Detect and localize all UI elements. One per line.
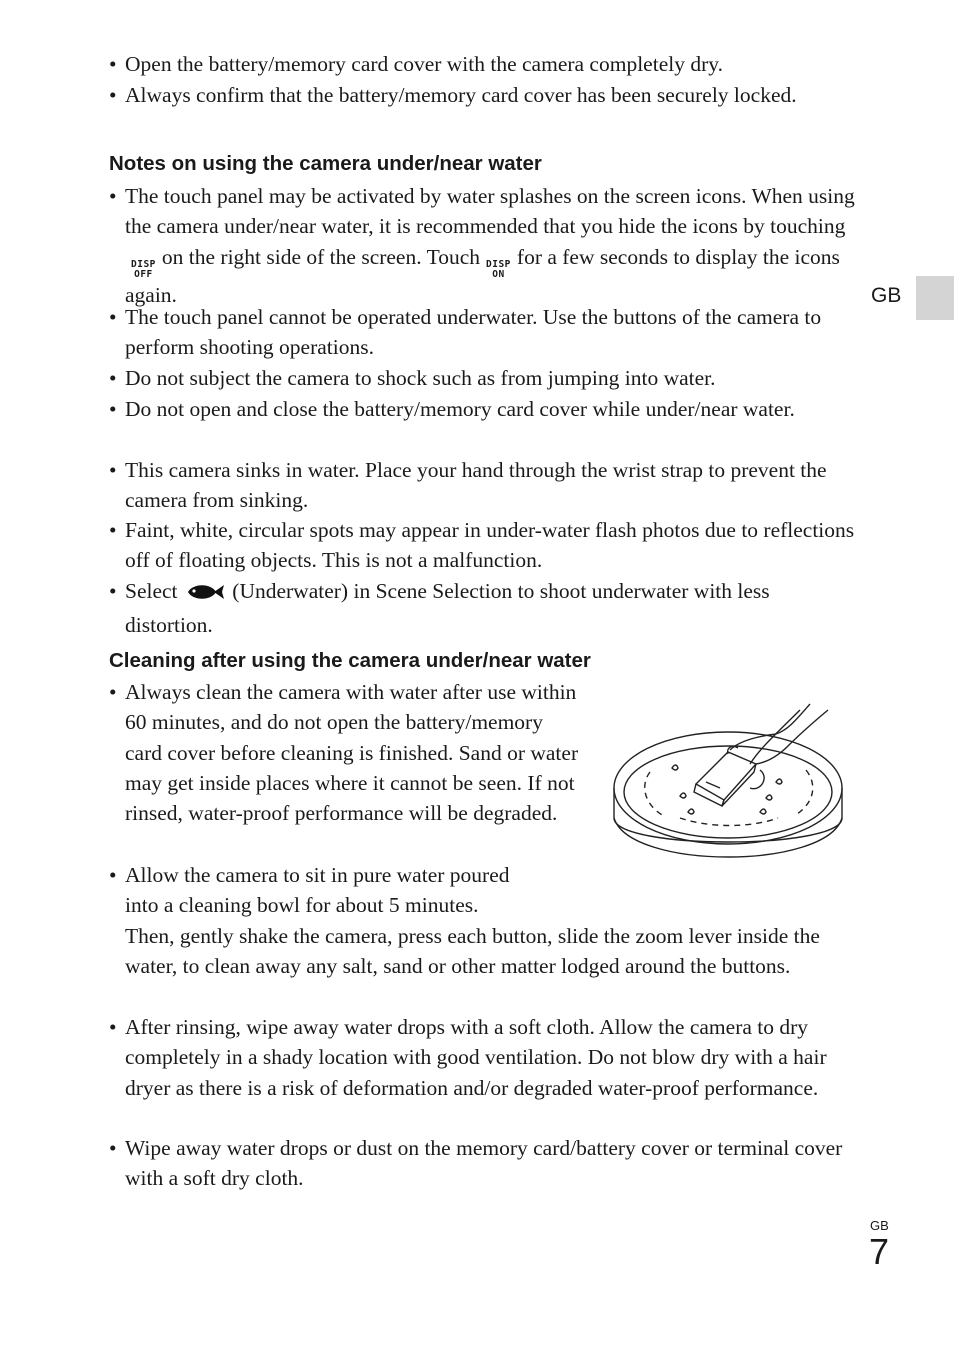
list-item <box>109 576 859 641</box>
list-item <box>109 181 859 310</box>
list-item-text: Do not open and close the battery/memory card cover while under/near water. <box>125 397 795 421</box>
disp-off-icon <box>131 260 156 280</box>
list-item-text <box>125 860 859 981</box>
bullet: • <box>109 863 117 887</box>
section-heading: Cleaning after using the camera under/near water <box>109 649 591 672</box>
list-item-text <box>125 576 859 641</box>
list-item-text: Open the battery/memory card cover with the camera completely dry. <box>125 52 723 76</box>
bullet: • <box>109 1136 117 1160</box>
text-line: Then, gently shake the camera, press each button, slide the zoom lever inside the water, to clean away any salt, sand or other matter lodged around the buttons. <box>125 923 820 978</box>
side-tab-marker <box>916 276 954 320</box>
disp-off-icon-bottom: OFF <box>134 268 153 280</box>
cleaning-bowl-illustration <box>610 700 846 876</box>
text-line: Allow the camera to sit in pure water poured <box>125 863 510 887</box>
text-segment: The touch panel may be activated by water splashes on the screen icons. When using the camera under/near water, it is recommended that you hide the icons by touching <box>125 184 855 239</box>
list-item-text <box>125 181 859 310</box>
bullet: • <box>109 366 117 390</box>
bullet: • <box>109 83 117 107</box>
bullet: • <box>109 680 117 704</box>
list-item <box>109 363 859 393</box>
page-language-label: GB <box>870 1218 889 1233</box>
text-segment: for a few seconds to display the icons again. <box>125 244 840 307</box>
text-segment: Select <box>125 579 178 603</box>
bullet: • <box>109 397 117 421</box>
disp-off-icon-top: DISP <box>131 258 156 270</box>
bullet: • <box>109 458 117 482</box>
text-segment: on the right side of the screen. Touch <box>161 244 481 269</box>
list-item <box>109 860 859 981</box>
page-number: 7 <box>869 1231 890 1272</box>
bullet: • <box>109 52 117 76</box>
list-item-text: Always clean the camera with water after use within 60 minutes, and do not open the battery/memory card cover before cleaning is finished. Sand or water may get inside places where it cannot be seen. If not rinsed, water-proof performance will be degraded. <box>125 680 579 826</box>
list-item <box>109 80 859 110</box>
list-item-text: This camera sinks in water. Place your hand through the wrist strap to prevent the camera from sinking. <box>125 458 827 513</box>
text-line: into a cleaning bowl for about 5 minutes. <box>125 893 479 918</box>
list-item <box>109 455 859 516</box>
bullet: • <box>109 184 117 208</box>
section-heading: Notes on using the camera under/near water <box>109 152 542 175</box>
bullet: • <box>109 305 117 329</box>
text-segment: (Underwater) in Scene Selection to shoot underwater with less distortion. <box>125 579 770 638</box>
list-item <box>109 677 579 828</box>
side-tab-label: GB <box>871 284 902 307</box>
disp-on-icon-bottom: ON <box>492 268 505 280</box>
bullet: • <box>109 579 117 603</box>
list-item-text: The touch panel cannot be operated underwater. Use the buttons of the camera to perform shooting operations. <box>125 305 822 360</box>
list-item-text: Wipe away water drops or dust on the memory card/battery cover or terminal cover with a soft dry cloth. <box>125 1136 843 1191</box>
list-item <box>109 302 859 363</box>
disp-on-icon <box>486 260 511 280</box>
bullet: • <box>109 1015 117 1039</box>
list-item-text: After rinsing, wipe away water drops with a soft cloth. Allow the camera to dry completely in a shady location with good ventilation. Do not blow dry with a hair dryer as there is a risk of deformation and/or degraded water-proof performance. <box>125 1015 827 1100</box>
list-item-text: Do not subject the camera to shock such as from jumping into water. <box>125 366 716 390</box>
list-item <box>109 1133 859 1194</box>
disp-on-icon-top: DISP <box>486 258 511 270</box>
fish-icon <box>185 580 225 610</box>
list-item <box>109 394 859 424</box>
list-item <box>109 1012 859 1103</box>
list-item-text: Faint, white, circular spots may appear in under-water flash photos due to reflections off of floating objects. This is not a malfunction. <box>125 518 855 573</box>
list-item-text: Always confirm that the battery/memory card cover has been securely locked. <box>125 83 797 107</box>
list-item <box>109 515 859 576</box>
list-item <box>109 49 859 79</box>
bullet: • <box>109 518 117 542</box>
